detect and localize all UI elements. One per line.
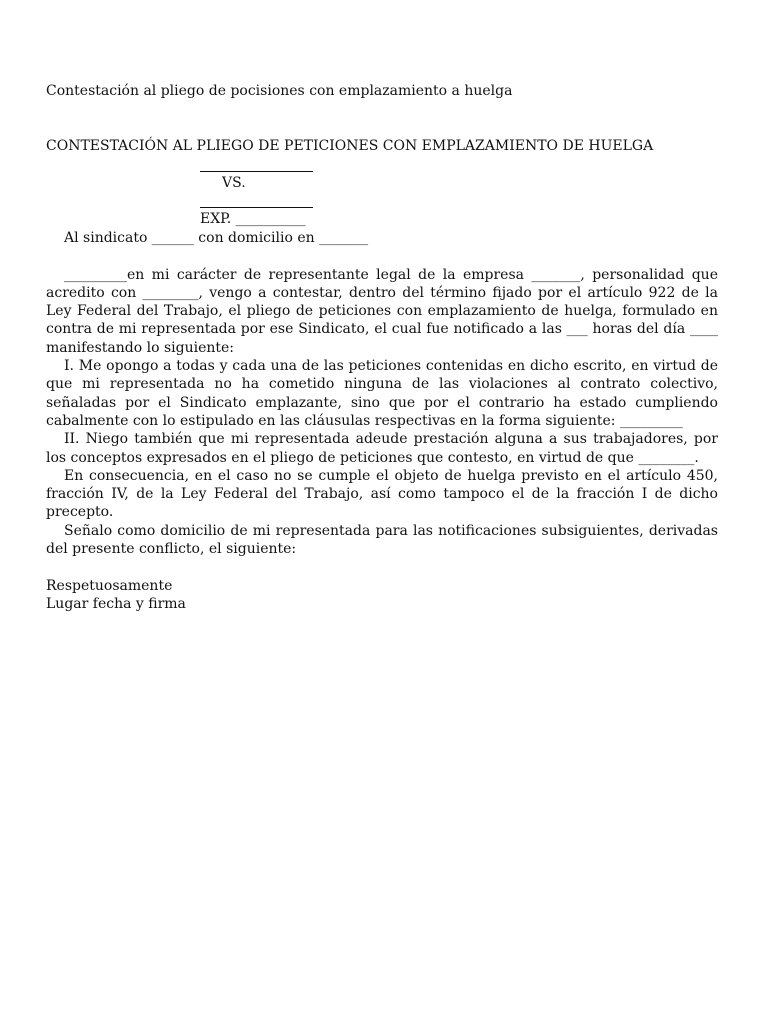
spacer — [46, 247, 718, 265]
address-line: Al sindicato ______ con domicilio en _______ — [64, 230, 369, 246]
paragraph-domicile: Señalo como domicilio de mi representada para las notificaciones subsiguientes, derivadas del presente conflicto, el siguiente: — [46, 522, 718, 558]
document-title: CONTESTACIÓN AL PLIEGO DE PETICIONES CON EMPLAZAMIENTO DE HUELGA — [46, 138, 654, 154]
closing-text: Respetuosamente — [46, 577, 173, 594]
party-blank-line-1 — [200, 171, 313, 172]
document-header: Contestación al pliego de pocisiones con emplazamiento a huelga — [46, 83, 513, 99]
party-blank-line-2 — [200, 207, 313, 208]
paragraph-point-two: II. Niego también que mi representada adeude prestación alguna a sus trabajadores, por los conceptos expresados en el pliego de peticiones que contesto, en virtud de que ________. — [46, 431, 718, 466]
signature-line: Lugar fecha y firma — [46, 595, 186, 612]
paragraph-point-one: I. Me opongo a todas y cada una de las peticiones contenidas en dicho escrito, en virtud de que mi representada no ha cometido ninguna de las violaciones al contrato colectivo, señaladas por el Sindicato emplazante, sino que por el contrario ha estado cumpliendo cabalmente con lo estipulado en las cláusulas respectivas en la forma siguiente: _________ — [46, 358, 718, 429]
versus-label: VS. — [222, 175, 246, 191]
spacer — [46, 558, 718, 576]
paragraph-consequence: En consecuencia, en el caso no se cumple el objeto de huelga previsto en el artículo 450, fracción IV, de la Ley Federal del Trabajo, así como tampoco el de la fracción I de dicho precepto. — [46, 467, 718, 521]
paragraph-representation: _________en mi carácter de representante legal de la empresa _______, personalidad que acredito con ________, vengo a contestar, dentro del término fijado por el artículo 922 de la Ley Federal del Trabajo, el pliego de peticiones con emplazamiento de huelga, formulado en contra de mi representada por ese Sindicato, el cual fue notificado a las ___ horas del día ____ manifestando lo siguiente: — [46, 266, 718, 356]
expediente-label: EXP. __________ — [200, 211, 306, 227]
document-body — [46, 229, 718, 613]
